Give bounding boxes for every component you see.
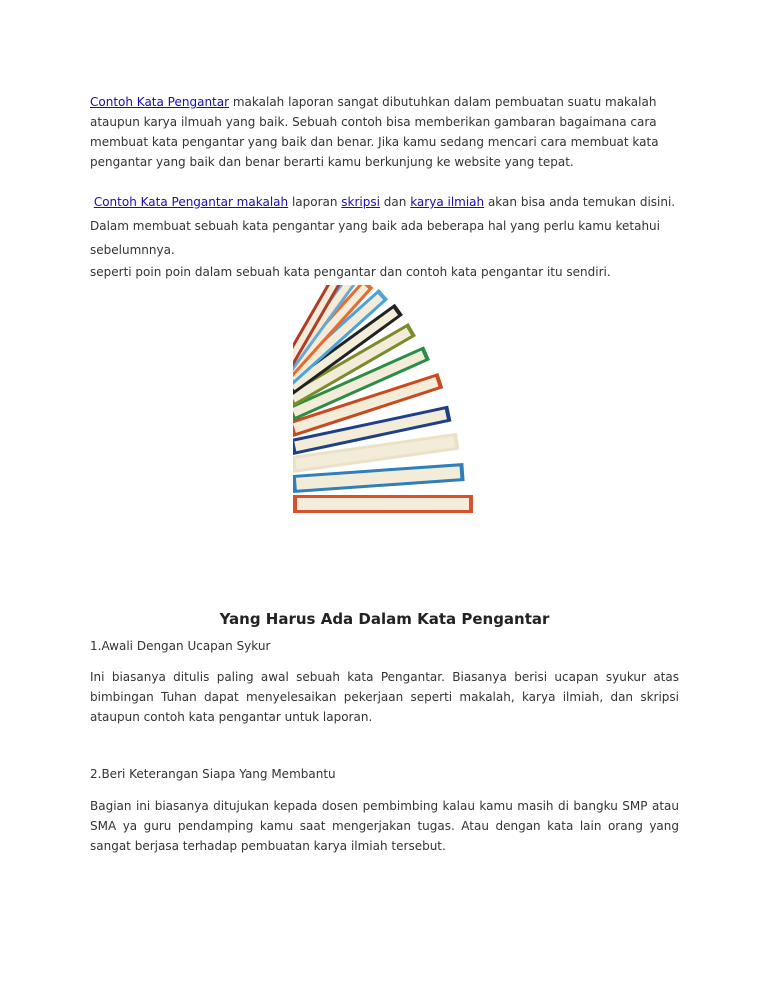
second-line-3: seperti poin poin dalam sebuah kata pengantar dan contoh kata pengantar itu sendiri. <box>90 265 611 279</box>
intro-paragraph <box>90 92 679 172</box>
skripsi-link[interactable]: skripsi <box>341 195 380 209</box>
second-line-1 <box>90 192 679 212</box>
second-tail: akan bisa anda temukan disini. <box>484 195 676 209</box>
section-1-title: 1.Awali Dengan Ucapan Sykur <box>90 639 271 653</box>
section-1-body: Ini biasanya ditulis paling awal sebuah kata Pengantar. Biasanya berisi ucapan syukur atas bimbingan Tuhan dapat menyelesaikan pekerjaan seperti makalah, karya ilmiah, dan skripsi ataupun contoh kata pengantar untuk laporan. <box>90 670 679 724</box>
second-mid1: laporan <box>288 195 342 209</box>
section-2-title: 2.Beri Keterangan Siapa Yang Membantu <box>90 767 336 781</box>
books-illustration <box>293 285 475 531</box>
book-1 <box>293 495 473 513</box>
intro-text: makalah laporan sangat dibutuhkan dalam pembuatan suatu makalah ataupun karya ilmuah yang baik. Sebuah contoh bisa memberikan gambaran bagaimana cara membuat kata pengantar yang baik dan benar. Jika kamu sedang mencari cara membuat kata pengantar yang baik dan benar berarti kamu berkunjung ke website yang tepat. <box>90 95 659 169</box>
contoh-kata-pengantar-link[interactable]: Contoh Kata Pengantar <box>90 95 230 109</box>
contoh-kata-pengantar-makalah-link[interactable]: Contoh Kata Pengantar makalah <box>93 195 289 209</box>
second-paragraph <box>90 192 679 282</box>
karya-ilmiah-link[interactable]: karya ilmiah <box>410 195 485 209</box>
second-mid2: dan <box>379 195 411 209</box>
section-heading: Yang Harus Ada Dalam Kata Pengantar <box>219 610 550 628</box>
books-image <box>293 285 475 531</box>
section-2-body: Bagian ini biasanya ditujukan kepada dosen pembimbing kalau kamu masih di bangku SMP atau SMA ya guru pendamping kamu saat mengerjakan tugas. Atau dengan kata lain orang yang sangat berjasa terhadap pembuatan karya ilmiah tersebut. <box>90 799 679 853</box>
second-line-2: Dalam membuat sebuah kata pengantar yang baik ada beberapa hal yang perlu kamu ketahui sebelumnnya. <box>90 219 660 257</box>
